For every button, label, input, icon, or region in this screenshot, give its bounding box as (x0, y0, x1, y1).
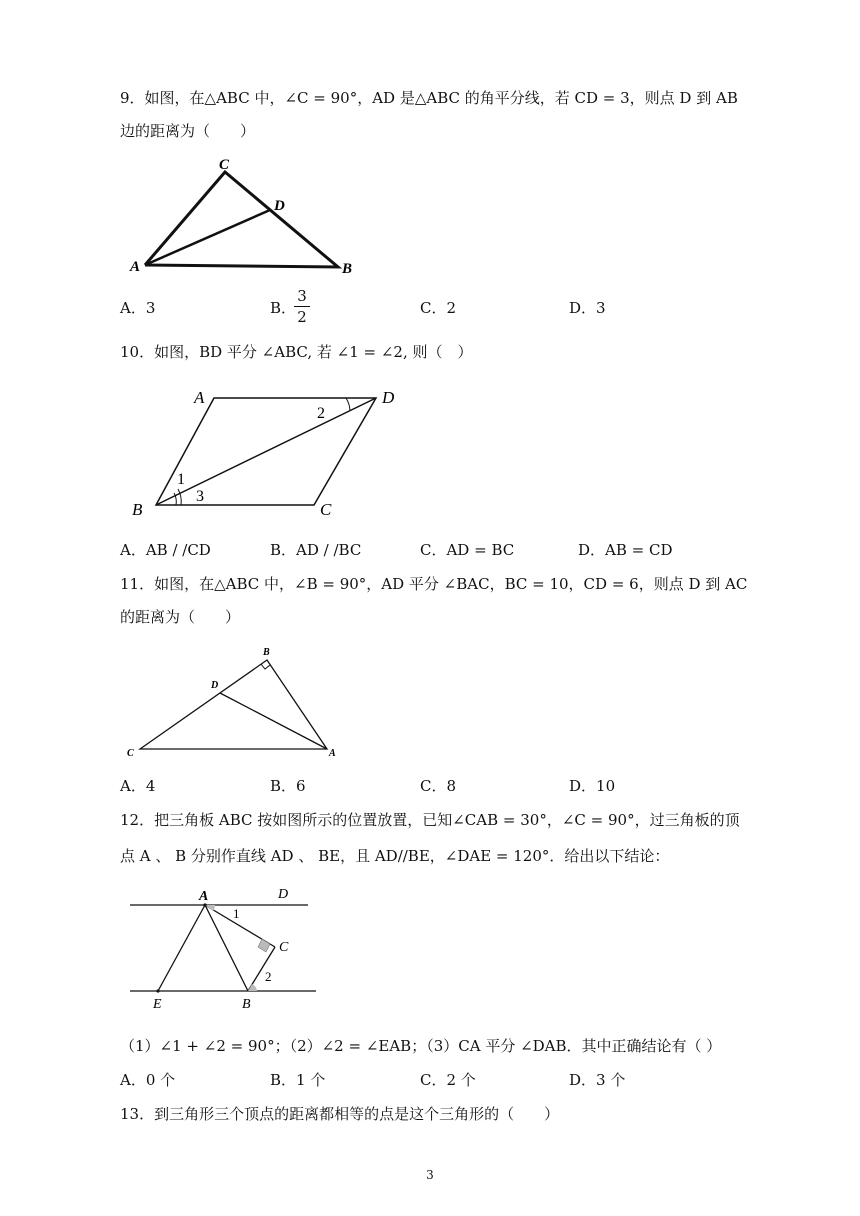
q9-option-d: D．3 (569, 299, 606, 317)
q12-stem-line2: 点 A 、 B 分别作直线 AD 、 BE，且 AD//BE，∠DAE = 120°．给出以下结论： (120, 847, 670, 865)
q9-label-d: D (274, 198, 285, 214)
q10-option-c: C．AD = BC (420, 541, 515, 559)
q11-figure (120, 643, 360, 763)
q12-label-c: C (279, 940, 289, 955)
q12-label-e: E (153, 997, 162, 1012)
q9-option-a: A．3 (120, 299, 156, 317)
q10-stem: 10．如图，BD 平分 ∠ABC, 若 ∠1 = ∠2, 则（ ） (120, 343, 473, 361)
q12-option-c: C．2 个 (420, 1071, 476, 1089)
q10-option-d: D．AB = CD (578, 541, 673, 559)
q11-option-a: A．4 (120, 777, 156, 795)
q12-angle-1: 1 (233, 906, 240, 921)
q9-option-b-fraction (294, 287, 310, 326)
q10-angle-3: 3 (196, 488, 204, 505)
q9-label-a: A (130, 259, 141, 275)
q11-label-c: C (127, 748, 134, 759)
q12-figure (128, 880, 328, 1020)
q11-option-c: C．8 (420, 777, 457, 795)
q10-option-a: A．AB / /CD (120, 541, 211, 559)
q11-label-a: A (329, 748, 336, 759)
q10-figure (120, 383, 410, 523)
q11-option-b: B．6 (270, 777, 306, 795)
q10-label-b: B (132, 500, 143, 519)
q12-option-a: A．0 个 (120, 1071, 176, 1089)
q9-figure (120, 155, 360, 280)
q13-stem: 13．到三角形三个顶点的距离都相等的点是这个三角形的（ ） (120, 1105, 560, 1123)
page-number: 3 (426, 1168, 434, 1182)
q11-stem-line1: 11．如图，在△ABC 中，∠B = 90°，AD 平分 ∠BAC，BC = 10，CD = 6，则点 D 到 AC (120, 575, 748, 593)
q9-label-b: B (342, 261, 353, 277)
q10-label-c: C (320, 500, 332, 519)
q9-option-b: B． (270, 299, 297, 317)
q12-angle-2: 2 (265, 969, 272, 984)
q10-angle-2: 2 (317, 405, 325, 422)
q9-stem-line1: 9．如图，在△ABC 中，∠C = 90°，AD 是△ABC 的角平分线，若 CD = 3，则点 D 到 AB (120, 89, 738, 107)
q11-label-b: B (263, 647, 270, 658)
q12-label-d: D (278, 887, 289, 902)
q12-option-b: B．1 个 (270, 1071, 326, 1089)
q9-option-c: C．2 (420, 299, 457, 317)
q10-option-b: B．AD / /BC (270, 541, 362, 559)
q12-option-d: D．3 个 (569, 1071, 626, 1089)
q11-stem-line2: 的距离为（ ） (120, 608, 241, 626)
q12-stem-line1: 12．把三角板 ABC 按如图所示的位置放置，已知∠CAB = 30°，∠C = 90°，过三角板的顶 (120, 811, 740, 829)
q10-label-a: A (194, 388, 205, 407)
q11-option-d: D．10 (569, 777, 616, 795)
q10-angle-1: 1 (177, 471, 185, 488)
q10-label-d: D (382, 388, 395, 407)
q12-conclusions: （1）∠1 + ∠2 = 90°；（2）∠2 = ∠EAB；（3）CA 平分 ∠DAB．其中正确结论有（ ） (120, 1037, 722, 1055)
q9-option-b-numerator: 3 (297, 287, 307, 305)
q11-label-d: D (211, 680, 219, 691)
q9-option-b-denominator: 2 (297, 308, 307, 326)
q12-label-a: A (199, 889, 209, 904)
q12-label-b: B (242, 997, 251, 1012)
q9-stem-line2: 边的距离为（ ） (120, 122, 256, 140)
q9-label-c: C (219, 157, 230, 173)
